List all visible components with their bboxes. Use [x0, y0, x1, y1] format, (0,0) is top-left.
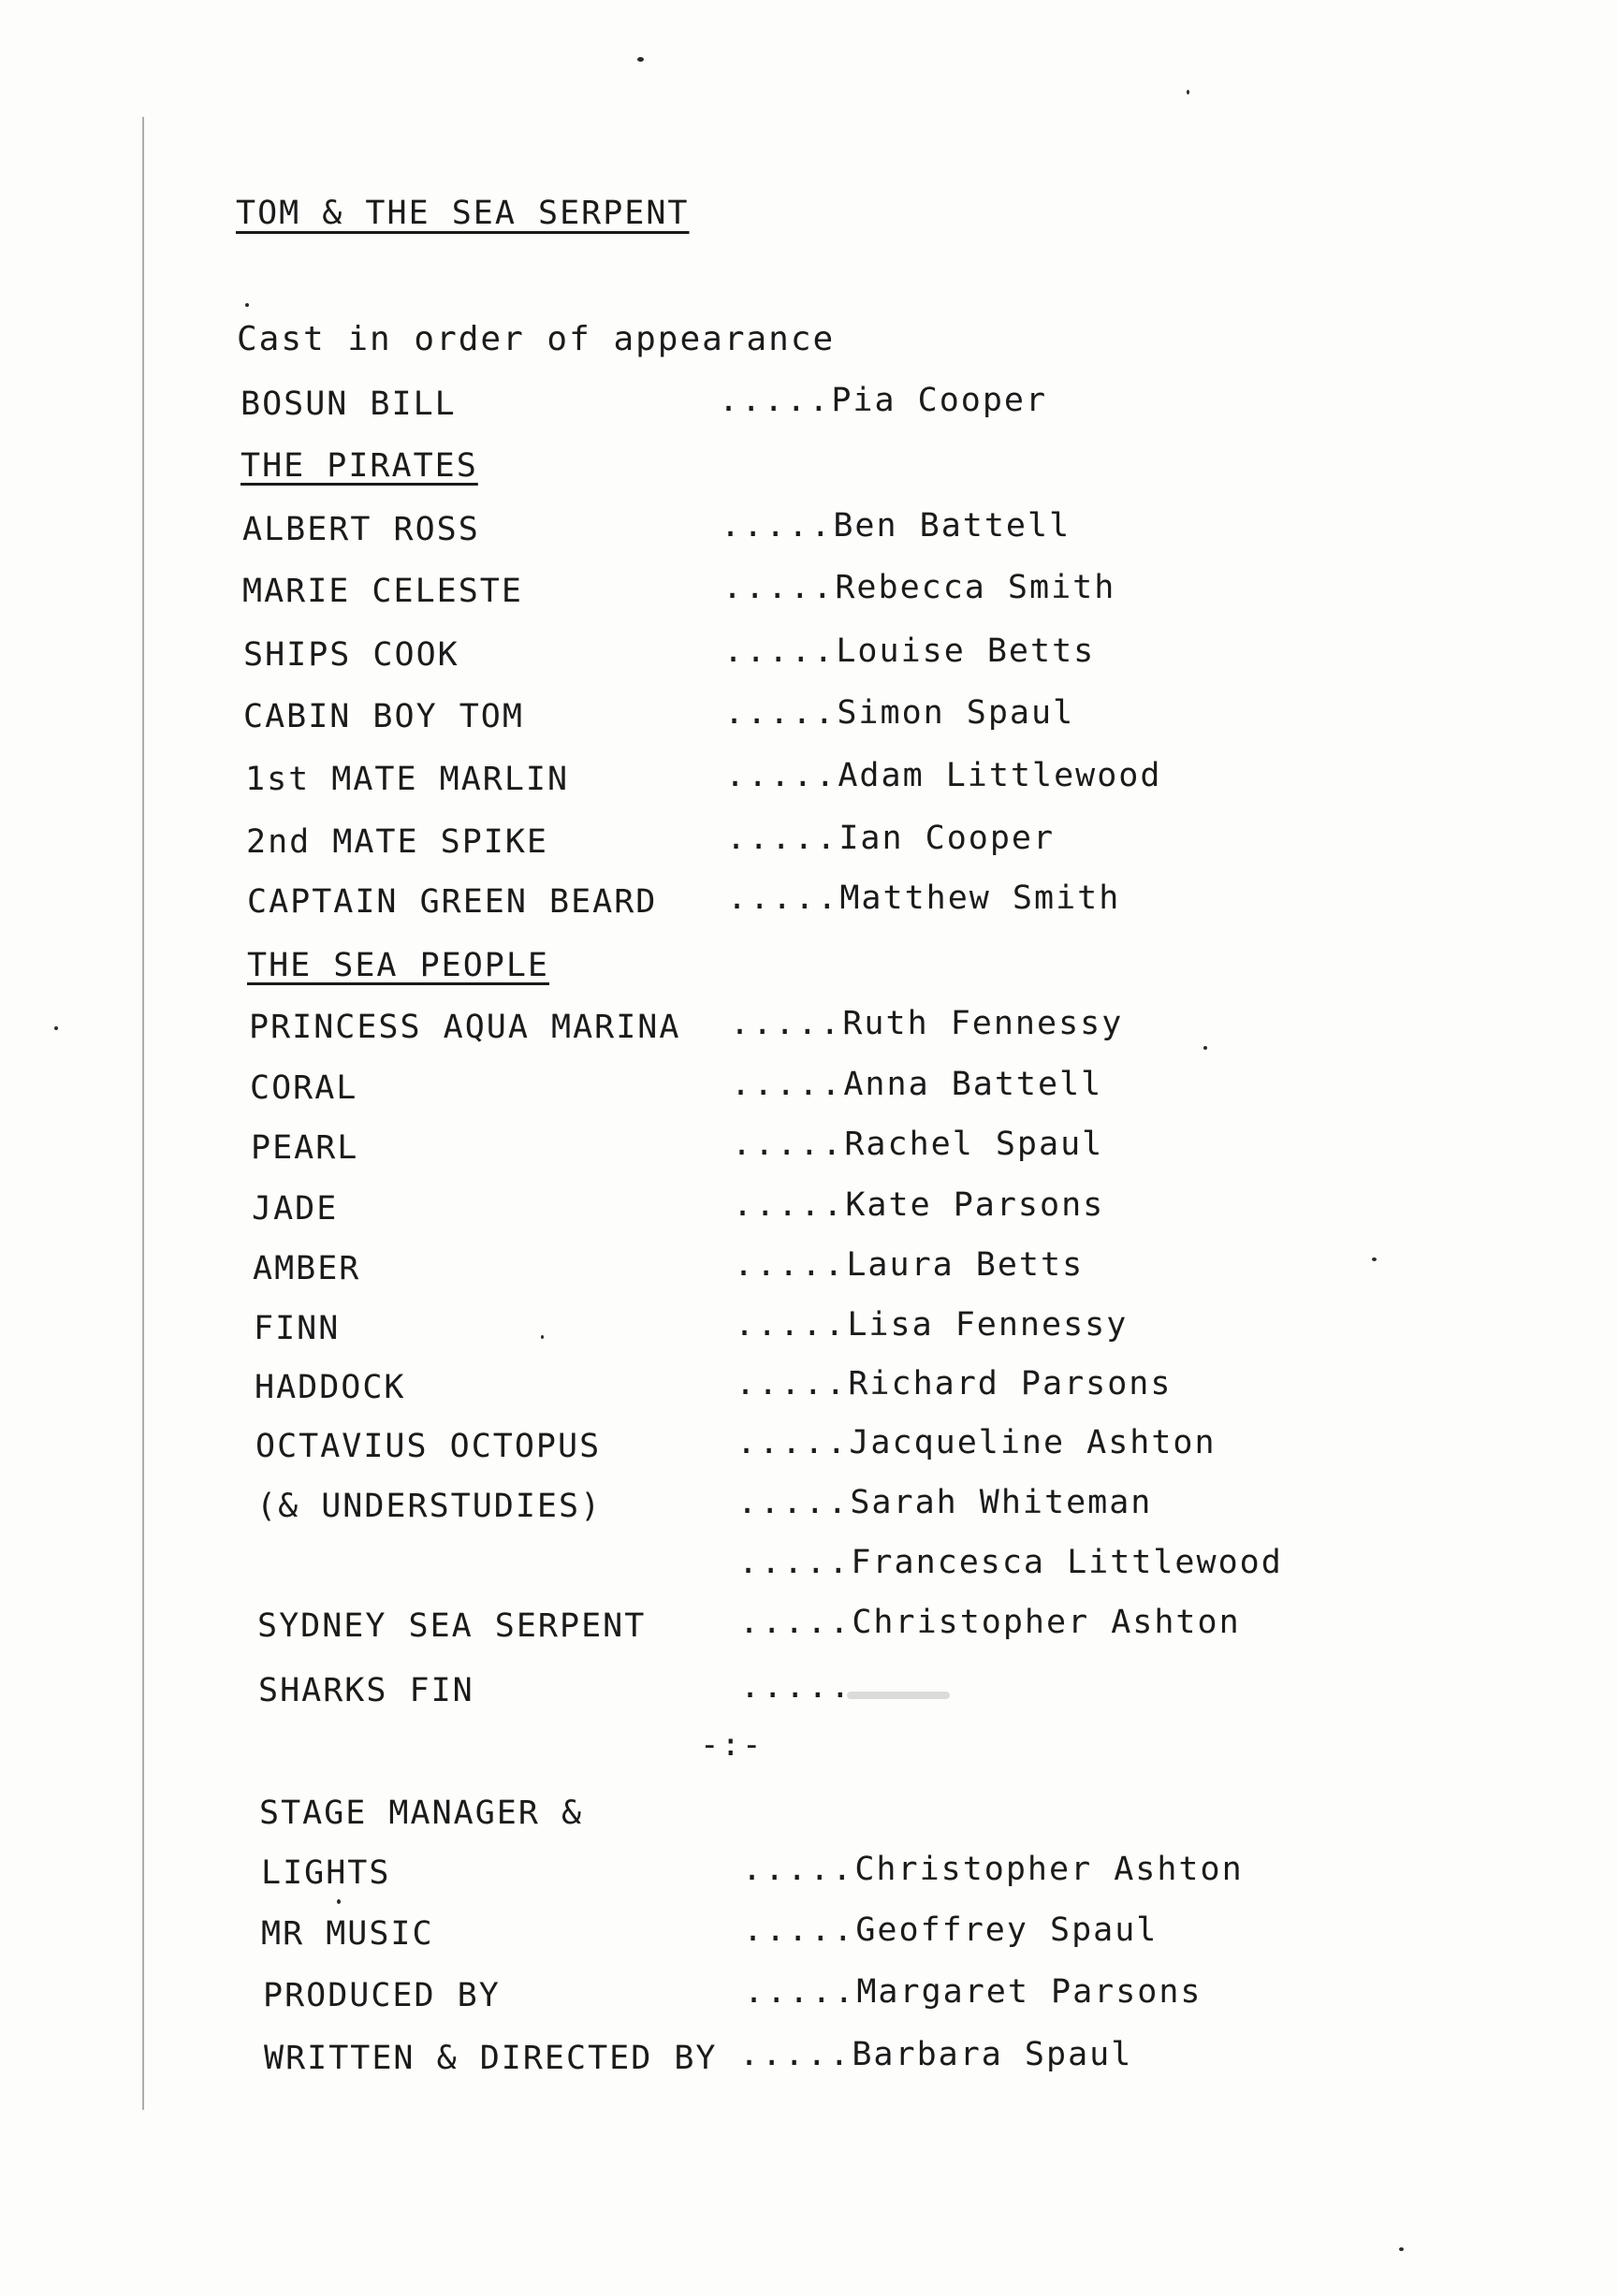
- role-name: FINN: [254, 1310, 341, 1347]
- actor-entry: [721, 507, 1071, 545]
- actor-name: Jacqueline Ashton: [849, 1424, 1217, 1461]
- role-name: (& UNDERSTUDIES): [256, 1488, 603, 1525]
- leader-dots: .....: [721, 507, 834, 545]
- actor-entry: [738, 1544, 1283, 1581]
- leader-dots: .....: [736, 1424, 850, 1461]
- actor-entry: [732, 1126, 1103, 1163]
- actor-name: Ben Battell: [833, 507, 1071, 545]
- role-name: SHIPS COOK: [243, 636, 459, 674]
- crew-role: WRITTEN & DIRECTED BY: [264, 2040, 718, 2077]
- actor-entry: [726, 820, 1055, 857]
- crew-member-name: Geoffrey Spaul: [855, 1911, 1159, 1949]
- actor-entry: [736, 1424, 1217, 1461]
- actor-name: Sarah Whiteman: [850, 1484, 1153, 1521]
- actor-name: Richard Parsons: [848, 1365, 1173, 1402]
- role-name: SYDNEY SEA SERPENT: [257, 1607, 647, 1645]
- leader-dots: .....: [736, 1365, 849, 1402]
- leader-dots: .....: [740, 1668, 853, 1706]
- crew-role: LIGHTS: [261, 1854, 391, 1892]
- role-name: CABIN BOY TOM: [243, 698, 524, 735]
- actor-name: Rachel Spaul: [844, 1126, 1104, 1163]
- leader-dots: .....: [739, 1604, 853, 1641]
- actor-entry: [740, 1668, 853, 1706]
- actor-name: Simon Spaul: [837, 694, 1075, 732]
- actor-name: Louise Betts: [836, 632, 1096, 670]
- leader-dots: .....: [724, 694, 838, 732]
- leader-dots: .....: [737, 1484, 851, 1521]
- actor-name: Laura Betts: [846, 1246, 1085, 1284]
- role-name: 2nd MATE SPIKE: [246, 823, 549, 861]
- actor-name: Matthew Smith: [839, 879, 1121, 917]
- role-name: HADDOCK: [255, 1369, 406, 1406]
- section-separator: -:-: [700, 1726, 764, 1764]
- leader-dots: .....: [732, 1126, 845, 1163]
- leader-dots: .....: [730, 1005, 843, 1042]
- section-heading: THE PIRATES: [241, 447, 478, 485]
- leader-dots: .....: [739, 2036, 853, 2073]
- leader-dots: .....: [727, 879, 840, 917]
- crew-role: PRODUCED BY: [263, 1977, 501, 2014]
- leader-dots: .....: [735, 1306, 848, 1344]
- leader-dots: .....: [743, 1911, 856, 1949]
- leader-dots: .....: [719, 382, 832, 419]
- role-name: MARIE CELESTE: [242, 573, 523, 610]
- actor-name: Adam Littlewood: [838, 757, 1162, 794]
- actor-name: Ruth Fennessy: [842, 1005, 1124, 1042]
- role-name: PRINCESS AQUA MARINA: [249, 1009, 681, 1046]
- crew-role: STAGE MANAGER &: [259, 1795, 584, 1832]
- leader-dots: .....: [723, 632, 837, 670]
- crew-member-entry: [743, 1911, 1158, 1949]
- actor-entry: [739, 1604, 1241, 1641]
- role-name: PEARL: [251, 1129, 359, 1167]
- actor-entry: [723, 632, 1095, 670]
- actor-name: Anna Battell: [843, 1066, 1103, 1103]
- role-name: ALBERT ROSS: [242, 511, 480, 548]
- leader-dots: .....: [726, 820, 839, 857]
- actor-entry: [725, 757, 1161, 794]
- leader-dots: .....: [744, 1973, 857, 2011]
- role-name: SHARKS FIN: [258, 1672, 474, 1709]
- role-name: BOSUN BILL: [241, 385, 457, 423]
- actor-entry: [722, 569, 1115, 606]
- leader-dots: .....: [722, 569, 836, 606]
- crew-role: MR MUSIC: [261, 1915, 434, 1953]
- section-heading: THE SEA PEOPLE: [247, 947, 550, 984]
- crew-member-entry: [744, 1973, 1203, 2011]
- role-name: CORAL: [250, 1069, 358, 1107]
- cast-intro: Cast in order of appearance: [237, 320, 836, 358]
- role-name: AMBER: [253, 1250, 361, 1287]
- actor-entry: [735, 1306, 1128, 1344]
- play-title: TOM & THE SEA SERPENT: [236, 195, 690, 232]
- actor-entry: [719, 382, 1047, 419]
- leader-dots: .....: [731, 1066, 844, 1103]
- role-name: 1st MATE MARLIN: [245, 761, 570, 798]
- actor-name: Kate Parsons: [845, 1186, 1105, 1224]
- actor-name: Pia Cooper: [831, 382, 1048, 419]
- actor-name: Rebecca Smith: [835, 569, 1116, 606]
- actor-entry: [736, 1365, 1172, 1402]
- actor-name: Christopher Ashton: [852, 1604, 1241, 1641]
- actor-name: Francesca Littlewood: [851, 1544, 1283, 1581]
- actor-entry: [730, 1005, 1123, 1042]
- actor-entry: [727, 879, 1120, 917]
- actor-name: Ian Cooper: [838, 820, 1056, 857]
- actor-entry: [733, 1186, 1104, 1224]
- crew-member-name: Barbara Spaul: [852, 2036, 1133, 2073]
- crew-member-name: Margaret Parsons: [856, 1973, 1203, 2011]
- crew-member-entry: [742, 1851, 1244, 1888]
- role-name: OCTAVIUS OCTOPUS: [255, 1428, 602, 1465]
- actor-name: Lisa Fennessy: [847, 1306, 1129, 1344]
- leader-dots: .....: [734, 1246, 847, 1284]
- crew-member-name: Christopher Ashton: [854, 1851, 1244, 1888]
- leader-dots: .....: [725, 757, 838, 794]
- actor-entry: [734, 1246, 1084, 1284]
- leader-dots: .....: [742, 1851, 855, 1888]
- actor-entry: [724, 694, 1074, 732]
- leader-dots: .....: [738, 1544, 852, 1581]
- leader-dots: .....: [733, 1186, 846, 1224]
- actor-entry: [731, 1066, 1102, 1103]
- crew-member-entry: [739, 2036, 1132, 2073]
- role-name: JADE: [252, 1190, 339, 1228]
- role-name: CAPTAIN GREEN BEARD: [247, 883, 658, 921]
- actor-entry: [737, 1484, 1152, 1521]
